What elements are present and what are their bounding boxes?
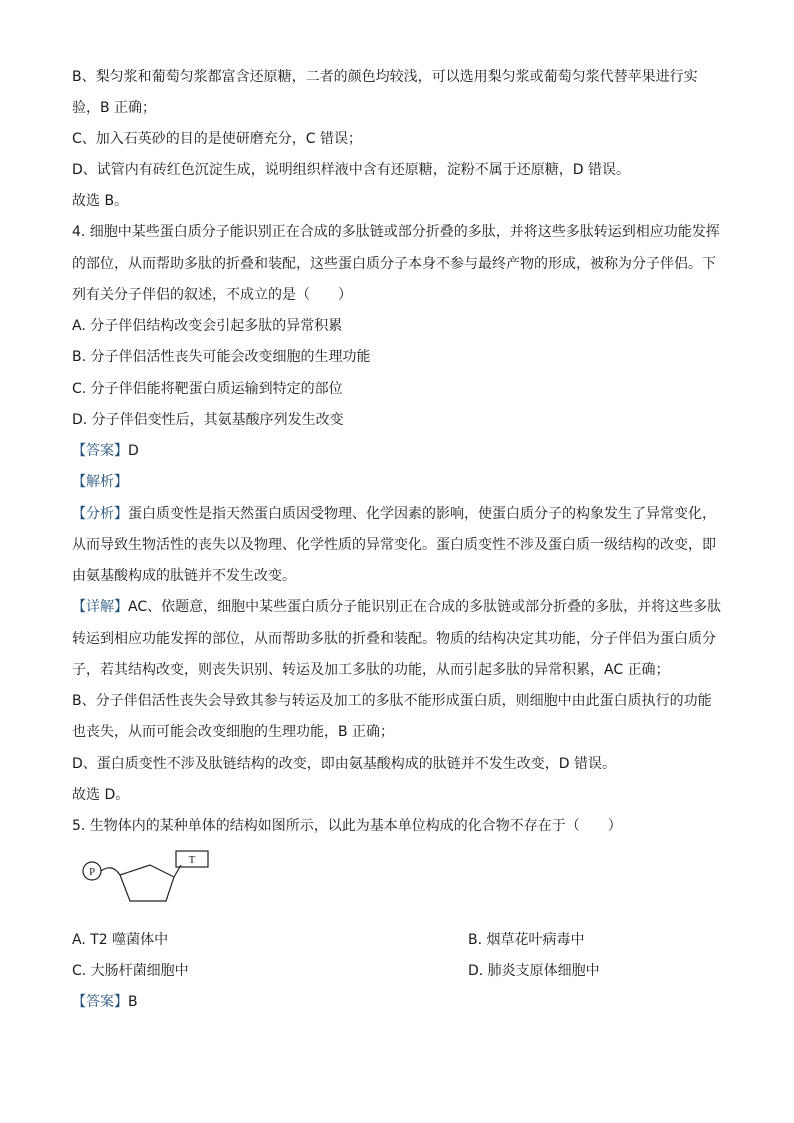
fenxi-text: 由氨基酸构成的肽链并不发生改变。 <box>72 568 296 584</box>
answer-4 <box>72 441 722 461</box>
question-5-options-row-2 <box>72 961 722 981</box>
xiangjie-text: B、分子伴侣活性丧失会导致其参与转运及加工的多肽不能形成蛋白质，则细胞中由此蛋白质执行的功能 <box>72 693 712 709</box>
text-line: B、梨匀浆和葡萄匀浆都富含还原糖，二者的颜色均较浅，可以选用梨匀浆或葡萄匀浆代替苹果进行实 <box>72 69 698 85</box>
question-5-option-c: C. 大肠杆菌细胞中 <box>72 963 189 979</box>
xiangjie-text: 故选 D。 <box>72 787 130 803</box>
pentose-ring <box>120 865 174 901</box>
question-4-stem: 4. 细胞中某些蛋白质分子能识别正在合成的多肽链或部分折叠的多肽，并将这些多肽转运到相应功能发挥 <box>72 224 720 240</box>
xiangjie-text: 子，若其结构改变，则丧失识别、转运及加工多肽的功能，从而引起多肽的异常积累，AC 正确； <box>72 662 670 678</box>
analysis-tag: 【解析】 <box>72 474 128 490</box>
answer-value: D <box>128 443 139 459</box>
fenxi-tag: 【分析】 <box>72 506 128 522</box>
fenxi-paragraph <box>72 504 722 524</box>
phosphate-label: P <box>88 866 96 878</box>
question-4-stem: 的部位，从而帮助多肽的折叠和装配，这些蛋白质分子本身不参与最终产物的形成，被称为分子伴侣。下 <box>72 256 716 272</box>
analysis-header <box>72 472 722 492</box>
xiangjie-text: AC、依题意，细胞中某些蛋白质分子能识别正在合成的多肽链或部分折叠的多肽，并将这些多肽 <box>128 599 722 615</box>
question-5-stem: 5. 生物体内的某种单体的结构如图所示，以此为基本单位构成的化合物不存在于（ ） <box>72 818 622 834</box>
nucleotide-diagram <box>70 845 220 917</box>
question-4-option-c: C. 分子伴侣能将靶蛋白质运输到特定的部位 <box>72 381 343 397</box>
phosphate-bond <box>101 868 120 875</box>
xiangjie-text: 转运到相应功能发挥的部位，从而帮助多肽的折叠和装配。物质的结构决定其功能，分子伴侣为蛋白质分 <box>72 631 716 647</box>
text-line: C、加入石英砂的目的是使研磨充分，C 错误； <box>72 131 362 147</box>
xiangjie-text: D、蛋白质变性不涉及肽链结构的改变，即由氨基酸构成的肽链并不发生改变，D 错误。 <box>72 756 617 772</box>
base-label: T <box>188 854 196 866</box>
answer-tag: 【答案】 <box>72 994 128 1010</box>
fenxi-text: 从而导致生物活性的丧失以及物理、化学性质的异常变化。蛋白质变性不涉及蛋白质一级结构的改变，即 <box>72 537 716 553</box>
fenxi-text: 蛋白质变性是指天然蛋白质因受物理、化学因素的影响，使蛋白质分子的构象发生了异常变化， <box>128 506 716 522</box>
question-4-option-b: B. 分子伴侣活性丧失可能会改变细胞的生理功能 <box>72 349 371 365</box>
question-5-options-row-1 <box>72 930 722 950</box>
question-5-option-b: B. 烟草花叶病毒中 <box>468 932 585 948</box>
text-line: 验，B 正确； <box>72 100 157 116</box>
question-4-option-a: A. 分子伴侣结构改变会引起多肽的异常积累 <box>72 318 343 334</box>
question-5-option-a: A. T2 噬菌体中 <box>72 932 169 948</box>
xiangjie-paragraph <box>72 597 722 617</box>
question-5-option-d: D. 肺炎支原体细胞中 <box>468 963 600 979</box>
xiangjie-text: 也丧失，从而可能会改变细胞的生理功能，B 正确； <box>72 724 395 740</box>
answer-5 <box>72 992 722 1012</box>
question-4-stem: 列有关分子伴侣的叙述，不成立的是（ ） <box>72 287 352 303</box>
answer-tag: 【答案】 <box>72 443 128 459</box>
xiangjie-tag: 【详解】 <box>72 599 128 615</box>
question-4-option-d: D. 分子伴侣变性后，其氨基酸序列发生改变 <box>72 412 344 428</box>
text-line: D、试管内有砖红色沉淀生成，说明组织样液中含有还原糖，淀粉不属于还原糖，D 错误。 <box>72 162 631 178</box>
text-line: 故选 B。 <box>72 193 129 209</box>
answer-value: B <box>128 994 138 1010</box>
